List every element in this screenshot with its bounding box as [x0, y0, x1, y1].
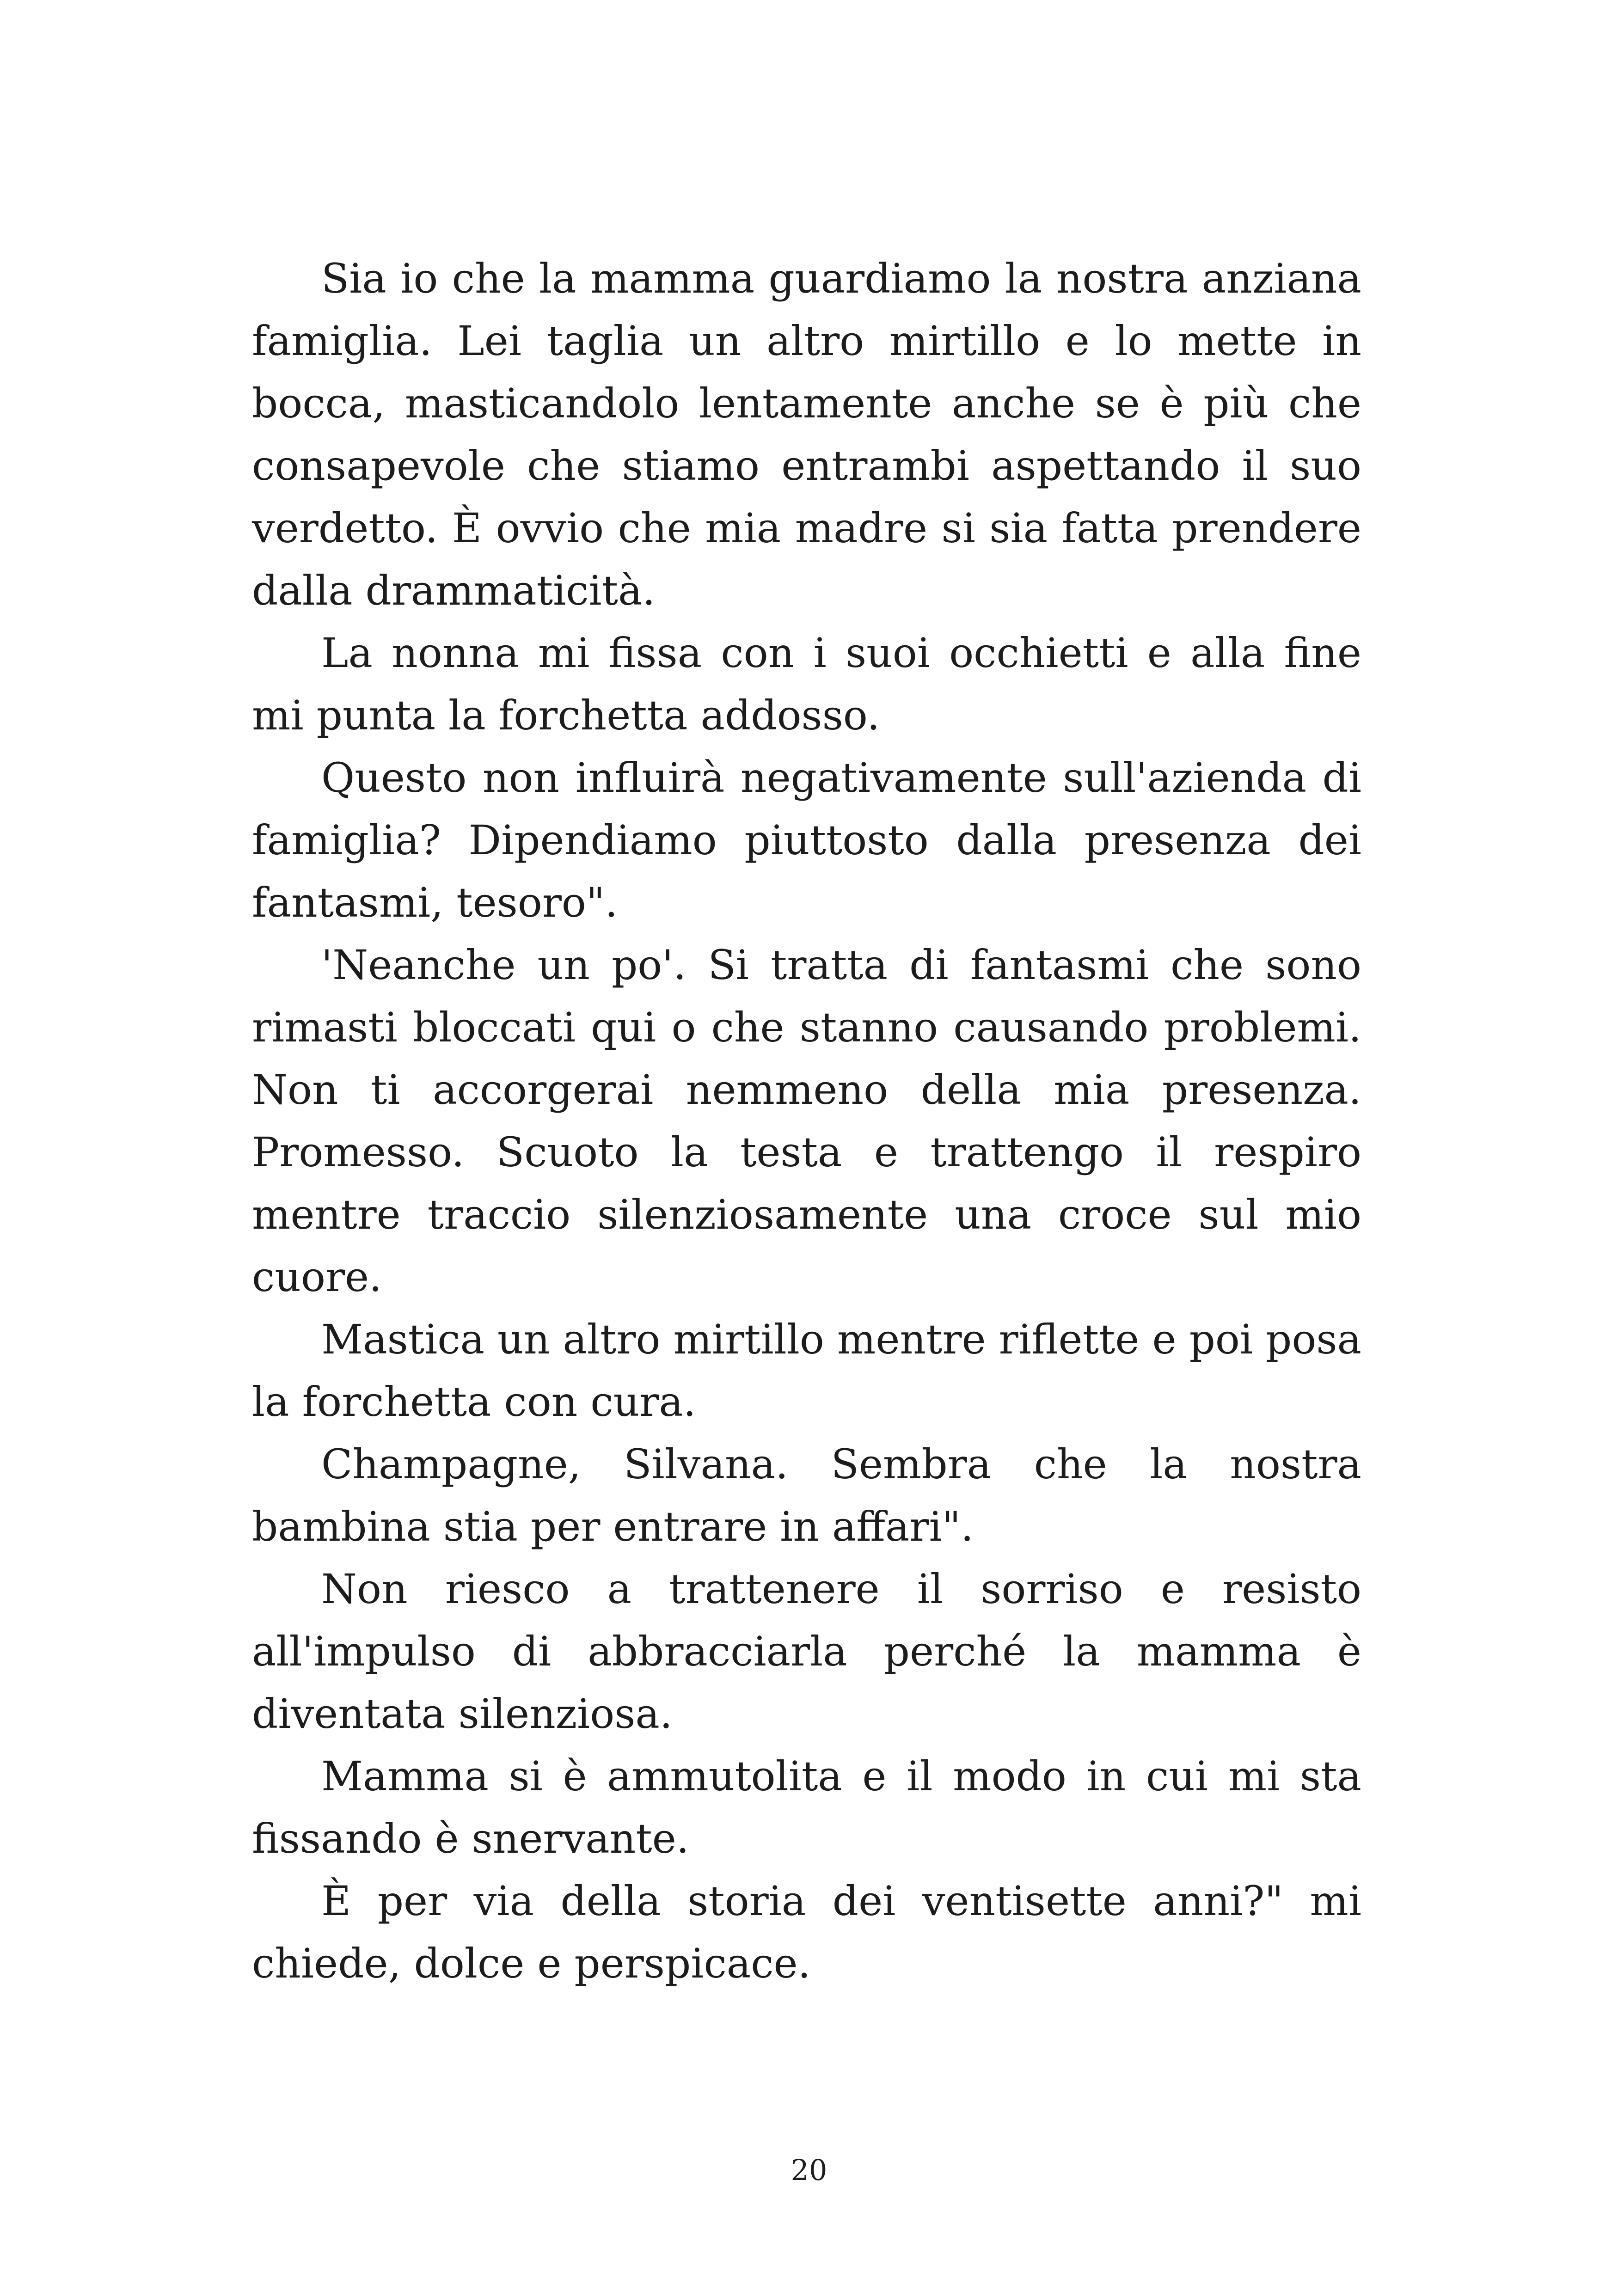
paragraph: La nonna mi fissa con i suoi occhietti e alla fine mi punta la forchetta addosso.	[252, 629, 1361, 739]
body-text	[252, 247, 1361, 1995]
paragraph: 'Neanche un po'. Si tratta di fantasmi che sono rimasti bloccati qui o che stanno causando problemi. Non ti accorgerai nemmeno della mia presenza. Promesso. Scuoto la testa e trattengo il respiro mentre traccio silenziosamente una croce sul mio cuore.	[252, 941, 1361, 1301]
paragraph: Mamma si è ammutolita e il modo in cui mi sta fissando è snervante.	[252, 1752, 1361, 1862]
paragraph: Questo non influirà negativamente sull'azienda di famiglia? Dipendiamo piuttosto dalla presenza dei fantasmi, tesoro".	[252, 754, 1361, 926]
paragraph: È per via della storia dei ventisette anni?" mi chiede, dolce e perspicace.	[252, 1877, 1361, 1987]
page-number: 20	[791, 2153, 827, 2187]
paragraph: Champagne, Silvana. Sembra che la nostra bambina stia per entrare in affari".	[252, 1440, 1361, 1550]
paragraph: Mastica un altro mirtillo mentre riflette e poi posa la forchetta con cura.	[252, 1316, 1361, 1426]
paragraph: Sia io che la mamma guardiamo la nostra anziana famiglia. Lei taglia un altro mirtillo e lo mette in bocca, masticandolo lentamente anche se è più che consapevole che stiamo entrambi aspettando il suo verdetto. È ovvio che mia madre si sia fatta prendere dalla drammaticità.	[252, 255, 1361, 614]
paragraph: Non riesco a trattenere il sorriso e resisto all'impulso di abbracciarla perché la mamma è diventata silenziosa.	[252, 1565, 1361, 1738]
